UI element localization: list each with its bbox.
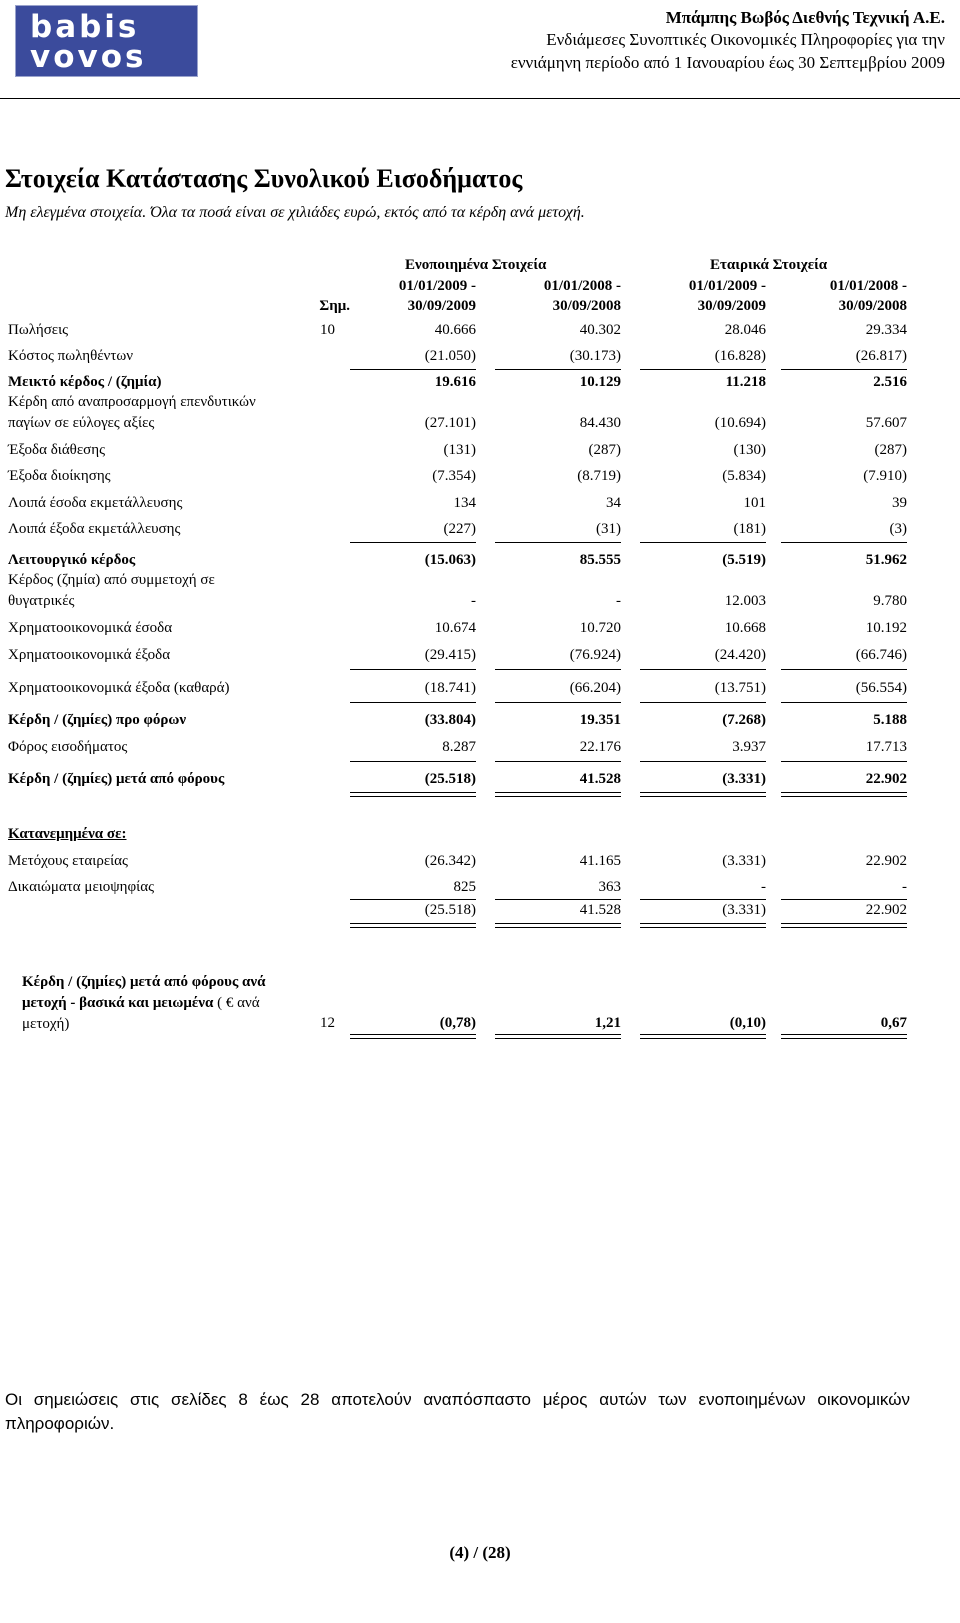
row-label: Χρηματοοικονομικά έξοδα (καθαρά)	[8, 680, 230, 696]
eps-label-line2	[22, 993, 265, 1014]
cell-value: (33.804)	[424, 712, 476, 728]
cell-value: 19.616	[434, 374, 476, 390]
cell-value: (3)	[889, 521, 907, 537]
cell-value: 22.176	[579, 739, 621, 755]
subtotal-line	[495, 702, 621, 703]
logo-line1: babis	[30, 9, 140, 45]
cell-value: 41.165	[579, 853, 621, 869]
period-2-to: 30/09/2008	[552, 298, 621, 314]
cell-value: (25.518)	[424, 771, 476, 787]
row-label: Λειτουργικό κέρδος	[8, 552, 136, 568]
cell-value: 5.188	[873, 712, 907, 728]
table-row	[0, 879, 960, 899]
subtotal-line	[495, 899, 621, 900]
group-company: Εταιρικά Στοιχεία	[710, 257, 828, 273]
cell-value: 19.351	[579, 712, 621, 728]
cell-value: (3.331)	[722, 853, 766, 869]
cell-value: (13.751)	[714, 680, 766, 696]
eps-label-line2-rest: ( € ανά	[213, 995, 260, 1011]
cell-value: 101	[743, 495, 766, 511]
row-label: Δικαιώματα μειοψηφίας	[8, 879, 155, 895]
subtotal-line	[781, 542, 907, 543]
table-row	[0, 712, 960, 732]
eps-value: (0,78)	[439, 1015, 476, 1031]
row-label: Χρηματοοικονομικά έσοδα	[8, 620, 173, 636]
cell-value: 41.528	[579, 771, 621, 787]
cell-value: (56.554)	[855, 680, 907, 696]
cell-value: (66.204)	[569, 680, 621, 696]
subtotal-line	[495, 369, 621, 370]
cell-value: -	[616, 593, 621, 609]
subtotal-line	[350, 761, 476, 762]
table-row	[0, 442, 960, 462]
cell-value: 85.555	[579, 552, 621, 568]
cell-value: -	[761, 879, 766, 895]
period-2-from: 01/01/2008 -	[543, 278, 621, 294]
subtotal-line	[781, 761, 907, 762]
table-row	[0, 348, 960, 368]
cell-value: (3.331)	[722, 902, 766, 918]
table-row	[0, 521, 960, 541]
cell-value: 22.902	[865, 902, 907, 918]
eps-value: (0,10)	[729, 1015, 766, 1031]
row-label: Φόρος εισοδήματος	[8, 739, 128, 755]
cell-value: (131)	[443, 442, 476, 458]
total-double-line	[781, 792, 907, 797]
cell-value: 11.218	[725, 374, 766, 390]
table-row	[0, 572, 960, 614]
total-double-line	[640, 792, 766, 797]
cell-value: 3.937	[732, 739, 766, 755]
table-row	[0, 680, 960, 700]
group-consolidated: Ενοποιημένα Στοιχεία	[405, 257, 547, 273]
cell-value: (15.063)	[424, 552, 476, 568]
cell-value: 825	[453, 879, 476, 895]
period-3-from: 01/01/2009 -	[688, 278, 766, 294]
cell-value: 40.666	[434, 322, 476, 338]
row-label: Λοιπά έσοδα εκμετάλλευσης	[8, 495, 183, 511]
row-label-cont: παγίων σε εύλογες αξίες	[8, 415, 155, 431]
eps-label	[22, 972, 265, 1035]
subtotal-line	[495, 542, 621, 543]
cell-value: (8.719)	[577, 468, 621, 484]
total-double-line	[350, 923, 476, 928]
subtotal-line	[781, 702, 907, 703]
cell-value: 10.192	[865, 620, 907, 636]
section-heading-row	[0, 826, 960, 846]
allocation-heading: Κατανεμημένα σε:	[8, 826, 127, 842]
logo-line2: vovos	[30, 39, 147, 75]
row-label: Πωλήσεις	[8, 322, 69, 338]
footer-note: Οι σημειώσεις στις σελίδες 8 έως 28 αποτελούν αναπόσπαστο μέρος αυτών των ενοποιημένων οικονομικών πληροφοριών.	[5, 1390, 910, 1433]
subtotal-line	[640, 542, 766, 543]
cell-value: -	[471, 593, 476, 609]
eps-note: 12	[320, 1015, 335, 1031]
cell-value: 12.003	[724, 593, 766, 609]
cell-value: 9.780	[873, 593, 907, 609]
cell-value: 40.302	[579, 322, 621, 338]
table-row	[0, 322, 960, 342]
row-label: Έξοδα διάθεσης	[8, 442, 106, 458]
total-double-line	[350, 1034, 476, 1039]
eps-value: 1,21	[594, 1015, 621, 1031]
cell-value: (24.420)	[714, 647, 766, 663]
period-1-to: 30/09/2009	[407, 298, 476, 314]
cell-value: (10.694)	[714, 415, 766, 431]
total-double-line	[495, 792, 621, 797]
subtotal-line	[781, 899, 907, 900]
subtotal-line	[640, 669, 766, 670]
table-row	[0, 771, 960, 791]
table-row	[0, 552, 960, 572]
cell-value: (7.354)	[432, 468, 476, 484]
period-4-from: 01/01/2008 -	[829, 278, 907, 294]
subtotal-line	[781, 669, 907, 670]
cell-value: (287)	[874, 442, 907, 458]
row-label: Μεικτό κέρδος / (ζημία)	[8, 374, 162, 390]
company-logo	[15, 5, 198, 77]
cell-value: (287)	[588, 442, 621, 458]
cell-value: 29.334	[865, 322, 907, 338]
cell-value: (29.415)	[424, 647, 476, 663]
cell-value: (3.331)	[722, 771, 766, 787]
cell-value: 17.713	[865, 739, 907, 755]
cell-value: 28.046	[724, 322, 766, 338]
cell-value: (26.817)	[855, 348, 907, 364]
cell-value: (26.342)	[424, 853, 476, 869]
header-divider	[0, 98, 960, 99]
cell-value: (5.519)	[722, 552, 766, 568]
cell-value: 39	[892, 495, 907, 511]
subtotal-line	[495, 669, 621, 670]
eps-label-line2-bold: μετοχή - βασικά και μειωμένα	[22, 995, 214, 1011]
cell-value: (7.910)	[863, 468, 907, 484]
row-label: Χρηματοοικονομικά έξοδα	[8, 647, 171, 663]
row-label: Κέρδη / (ζημίες) μετά από φόρους	[8, 771, 225, 787]
cell-value: (181)	[733, 521, 766, 537]
header-line3: εννιάμηνη περίοδο από 1 Ιανουαρίου έως 30 Σεπτεμβρίου 2009	[510, 53, 945, 72]
subtotal-line	[350, 702, 476, 703]
subtotal-line	[350, 669, 476, 670]
cell-value: (27.101)	[424, 415, 476, 431]
subtotal-line	[350, 542, 476, 543]
row-label: Κόστος πωληθέντων	[8, 348, 134, 364]
subtotal-line	[350, 369, 476, 370]
cell-value: 2.516	[873, 374, 907, 390]
row-label: Κέρδος (ζημία) από συμμετοχή σε	[8, 572, 215, 588]
page-title: Στοιχεία Κατάστασης Συνολικού Εισοδήματος	[5, 164, 523, 193]
period-4-to: 30/09/2008	[838, 298, 907, 314]
total-double-line	[350, 792, 476, 797]
subtotal-line	[640, 899, 766, 900]
cell-value: 10.668	[724, 620, 766, 636]
cell-value: 84.430	[579, 415, 621, 431]
row-label: Κέρδη από αναπροσαρμογή επενδυτικών	[8, 394, 256, 410]
cell-value: (227)	[443, 521, 476, 537]
table-row	[0, 495, 960, 515]
row-label: Λοιπά έξοδα εκμετάλλευσης	[8, 521, 181, 537]
eps-value: 0,67	[880, 1015, 907, 1031]
cell-value: (5.834)	[722, 468, 766, 484]
cell-value: 8.287	[442, 739, 476, 755]
cell-value: 57.607	[865, 415, 907, 431]
note-column-header: Σημ.	[319, 298, 350, 314]
subtotal-line	[350, 899, 476, 900]
table-row-total	[0, 902, 960, 922]
period-3-to: 30/09/2009	[697, 298, 766, 314]
cell-value: 10.720	[579, 620, 621, 636]
cell-value: (25.518)	[424, 902, 476, 918]
subtotal-line	[640, 369, 766, 370]
cell-value: 34	[606, 495, 621, 511]
total-double-line	[781, 1034, 907, 1039]
cell-value: (66.746)	[855, 647, 907, 663]
row-label: Μετόχους εταιρείας	[8, 853, 128, 869]
row-label-cont: θυγατρικές	[8, 593, 75, 609]
total-double-line	[640, 923, 766, 928]
cell-value: (21.050)	[424, 348, 476, 364]
table-row	[0, 647, 960, 667]
total-double-line	[781, 923, 907, 928]
cell-value: (130)	[733, 442, 766, 458]
period-1-from: 01/01/2009 -	[398, 278, 476, 294]
row-note: 10	[320, 322, 335, 338]
row-label: Έξοδα διοίκησης	[8, 468, 111, 484]
table-row	[0, 739, 960, 759]
table-row	[0, 468, 960, 488]
header-company: Μπάμπης Βωβός Διεθνής Τεχνική Α.Ε.	[665, 8, 945, 27]
subtotal-line	[781, 369, 907, 370]
cell-value: (7.268)	[722, 712, 766, 728]
page-number: (4) / (28)	[449, 1543, 511, 1562]
table-row	[0, 853, 960, 873]
eps-label-line3: μετοχή)	[22, 1016, 70, 1032]
subtotal-line	[495, 761, 621, 762]
total-double-line	[495, 923, 621, 928]
cell-value: (16.828)	[714, 348, 766, 364]
cell-value: 22.902	[865, 853, 907, 869]
cell-value: -	[902, 879, 907, 895]
row-label: Κέρδη / (ζημίες) προ φόρων	[8, 712, 187, 728]
cell-value: (76.924)	[569, 647, 621, 663]
total-double-line	[495, 1034, 621, 1039]
table-row	[0, 620, 960, 640]
cell-value: (18.741)	[424, 680, 476, 696]
cell-value: 10.674	[434, 620, 476, 636]
table-row	[0, 394, 960, 436]
cell-value: (30.173)	[569, 348, 621, 364]
header-line2: Ενδιάμεσες Συνοπτικές Οικονομικές Πληροφορίες για την	[546, 30, 945, 49]
total-double-line	[640, 1034, 766, 1039]
cell-value: 363	[598, 879, 621, 895]
cell-value: 134	[453, 495, 476, 511]
cell-value: (31)	[596, 521, 621, 537]
subtotal-line	[640, 761, 766, 762]
cell-value: 10.129	[579, 374, 621, 390]
eps-label-line1: Κέρδη / (ζημίες) μετά από φόρους ανά	[22, 974, 266, 990]
cell-value: 22.902	[865, 771, 907, 787]
page-subtitle: Μη ελεγμένα στοιχεία. Όλα τα ποσά είναι σε χιλιάδες ευρώ, εκτός από τα κέρδη ανά μετοχή.	[5, 204, 585, 221]
table-row	[0, 374, 960, 394]
cell-value: 51.962	[865, 552, 907, 568]
subtotal-line	[640, 702, 766, 703]
cell-value: 41.528	[579, 902, 621, 918]
